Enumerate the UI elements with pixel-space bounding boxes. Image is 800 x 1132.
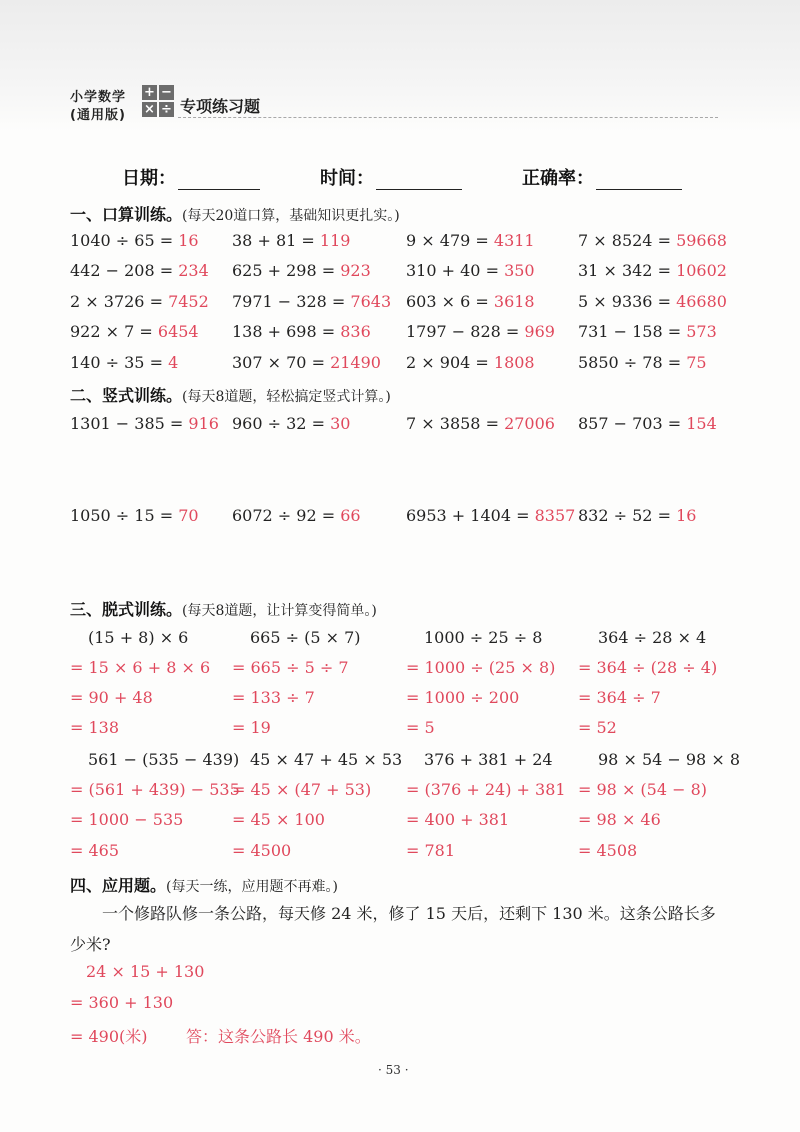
answer: 21490	[330, 353, 381, 372]
mental-problem: 7 × 8524 = 59668	[578, 231, 727, 250]
mental-problem: 307 × 70 = 21490	[232, 353, 381, 372]
vertical-problem: 1050 ÷ 15 = 70	[70, 506, 199, 525]
times-icon: ×	[142, 102, 157, 117]
mental-problem: 922 × 7 = 6454	[70, 322, 199, 341]
step: = 98 × (54 − 8)	[578, 780, 708, 799]
mental-problem: 1040 ÷ 65 = 16	[70, 231, 199, 250]
page-number: · 53 ·	[378, 1063, 409, 1077]
step: = (561 + 439) − 535	[70, 780, 240, 799]
answer: 59668	[676, 231, 727, 250]
operator-logo	[142, 85, 176, 119]
series-edition: (通用版)	[70, 108, 126, 123]
step: = 465	[70, 841, 120, 860]
mental-problem: 1797 − 828 = 969	[406, 322, 555, 341]
time-blank	[376, 169, 462, 190]
vertical-problem: 6072 ÷ 92 = 66	[232, 506, 361, 525]
answer: 119	[319, 231, 351, 250]
step: = 665 ÷ 5 ÷ 7	[232, 658, 349, 677]
answer: 923	[340, 261, 371, 280]
answer: 16	[178, 231, 199, 250]
step: = 98 × 46	[578, 810, 661, 829]
answer: 46680	[676, 292, 727, 311]
mental-problem: 731 − 158 = 573	[578, 322, 717, 341]
section-1-title	[70, 202, 400, 225]
mental-problem: 9 × 479 = 4311	[406, 231, 535, 250]
answer: 969	[524, 322, 555, 341]
section-3-note: (每天8道题，让计算变得简单。)	[182, 603, 377, 619]
date-label: 日期：	[122, 168, 176, 189]
solution-answer: 答：这条公路长 490 米。	[186, 1027, 371, 1046]
mental-problem: 625 + 298 = 923	[232, 261, 371, 280]
step: = 364 ÷ 7	[578, 688, 661, 707]
stepwise-expression: 665 ÷ (5 × 7)	[250, 628, 361, 647]
accuracy-blank	[596, 169, 682, 190]
stepwise-expression: (15 + 8) × 6	[88, 628, 189, 647]
answer: 8357	[534, 506, 576, 525]
vertical-problem: 857 − 703 = 154	[578, 414, 717, 433]
step: = 1000 − 535	[70, 810, 184, 829]
time-field	[320, 164, 462, 190]
stepwise-expression: 364 ÷ 28 × 4	[598, 628, 707, 647]
section-4-note: (每天一练，应用题不再难。)	[166, 879, 338, 895]
section-2-note: (每天8道题，轻松搞定竖式计算。)	[182, 389, 391, 405]
mental-problem: 310 + 40 = 350	[406, 261, 535, 280]
answer: 234	[178, 261, 209, 280]
vertical-problem: 960 ÷ 32 = 30	[232, 414, 351, 433]
mental-problem: 2 × 3726 = 7452	[70, 292, 209, 311]
answer: 836	[340, 322, 371, 341]
accuracy-field	[522, 164, 682, 190]
header-divider	[178, 117, 718, 118]
answer: 4311	[493, 231, 535, 250]
section-4-title	[70, 873, 338, 896]
step: = 4508	[578, 841, 638, 860]
answer: 7452	[168, 292, 209, 311]
mental-problem: 5850 ÷ 78 = 75	[578, 353, 707, 372]
accuracy-label: 正确率：	[522, 168, 594, 189]
time-label: 时间：	[320, 168, 374, 189]
step: = 781	[406, 841, 456, 860]
answer: 3618	[493, 292, 535, 311]
answer: 4	[168, 353, 179, 372]
answer: 16	[676, 506, 697, 525]
step: = 52	[578, 718, 617, 737]
vertical-problem: 6953 + 1404 = 8357	[406, 506, 576, 525]
header-title: 专项练习题	[180, 97, 261, 116]
solution-step: = 490(米)	[70, 1027, 148, 1046]
step: = 5	[406, 718, 435, 737]
mental-problem: 138 + 698 = 836	[232, 322, 371, 341]
section-1-heading: 一、口算训练。	[70, 205, 183, 224]
step: = 45 × (47 + 53)	[232, 780, 372, 799]
solution-step: = 360 + 130	[70, 993, 174, 1012]
section-1-note: (每天20道口算，基础知识更扎实。)	[182, 208, 400, 224]
stepwise-expression: 1000 ÷ 25 ÷ 8	[424, 628, 543, 647]
mental-problem: 442 − 208 = 234	[70, 261, 209, 280]
step: = (376 + 24) + 381	[406, 780, 566, 799]
plus-icon: +	[142, 85, 157, 100]
mental-problem: 140 ÷ 35 = 4	[70, 353, 179, 372]
section-4-heading: 四、应用题。	[70, 876, 167, 895]
series-name: 小学数学	[70, 90, 127, 105]
section-3-title	[70, 597, 377, 620]
word-problem-text: 一个修路队修一条公路，每天修 24 米，修了 15 天后，还剩下 130 米。这条公路长多少米?	[70, 904, 716, 954]
step: = 90 + 48	[70, 688, 153, 707]
mental-problem: 5 × 9336 = 46680	[578, 292, 727, 311]
date-field	[122, 164, 260, 190]
mental-problem: 2 × 904 = 1808	[406, 353, 535, 372]
answer: 1808	[493, 353, 535, 372]
answer: 75	[686, 353, 707, 372]
divide-icon: ÷	[159, 102, 174, 117]
answer: 154	[686, 414, 717, 433]
step: = 15 × 6 + 8 × 6	[70, 658, 211, 677]
step: = 133 ÷ 7	[232, 688, 315, 707]
answer: 6454	[157, 322, 199, 341]
stepwise-expression: 98 × 54 − 98 × 8	[598, 750, 740, 769]
vertical-problem: 832 ÷ 52 = 16	[578, 506, 697, 525]
step: = 364 ÷ (28 ÷ 4)	[578, 658, 718, 677]
mental-problem: 38 + 81 = 119	[232, 231, 351, 250]
stepwise-expression: 376 + 381 + 24	[424, 750, 553, 769]
answer: 350	[504, 261, 535, 280]
mental-problem: 31 × 342 = 10602	[578, 261, 727, 280]
step: = 1000 ÷ 200	[406, 688, 520, 707]
mental-problem: 603 × 6 = 3618	[406, 292, 535, 311]
step: = 1000 ÷ (25 × 8)	[406, 658, 556, 677]
section-3-heading: 三、脱式训练。	[70, 600, 183, 619]
date-blank	[178, 169, 260, 190]
step: = 138	[70, 718, 120, 737]
answer: 10602	[676, 261, 727, 280]
answer: 916	[188, 414, 219, 433]
answer: 573	[686, 322, 717, 341]
answer: 66	[340, 506, 361, 525]
stepwise-expression: 45 × 47 + 45 × 53	[250, 750, 403, 769]
minus-icon: −	[159, 85, 174, 100]
answer: 30	[330, 414, 351, 433]
stepwise-expression: 561 − (535 − 439)	[88, 750, 240, 769]
step: = 400 + 381	[406, 810, 510, 829]
mental-problem: 7971 − 328 = 7643	[232, 292, 392, 311]
vertical-problem: 1301 − 385 = 916	[70, 414, 219, 433]
step: = 4500	[232, 841, 292, 860]
solution-step: 24 × 15 + 130	[86, 962, 205, 981]
answer: 7643	[350, 292, 392, 311]
step: = 19	[232, 718, 271, 737]
section-2-heading: 二、竖式训练。	[70, 386, 183, 405]
answer: 27006	[504, 414, 555, 433]
answer: 70	[178, 506, 199, 525]
step: = 45 × 100	[232, 810, 325, 829]
vertical-problem: 7 × 3858 = 27006	[406, 414, 555, 433]
section-2-title	[70, 383, 391, 406]
